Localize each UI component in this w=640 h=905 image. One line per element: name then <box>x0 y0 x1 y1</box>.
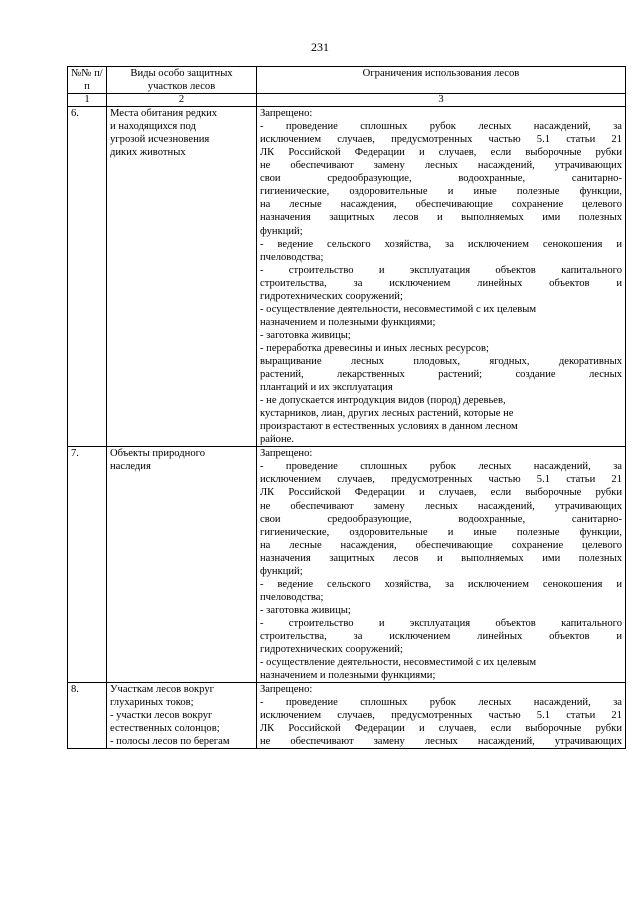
restriction-line: назначением и полезными функциями; <box>260 670 436 682</box>
restriction-line: пчеловодства; <box>260 591 324 603</box>
protected-area-kind <box>107 683 257 749</box>
kind-line: угрозой исчезновения <box>110 134 210 146</box>
restriction-line: выращивание лесных плодовых, ягодных, декоративных <box>260 355 622 367</box>
restriction-line: назначением и полезными функциями; <box>260 316 436 328</box>
restriction-line: - переработка древесины и иных лесных ресурсов; <box>260 342 489 354</box>
restriction-line: - ведение сельского хозяйства, за исключением сенокошения и <box>260 238 622 250</box>
restriction-line: Запрещено: <box>260 684 313 696</box>
restriction-line: гидротехнических сооружений; <box>260 290 403 302</box>
restriction-line: на лесные насаждения, обеспечивающие сохранение целевого <box>260 199 622 211</box>
restriction-line: свои средообразующие, водоохранные, санитарно- <box>260 513 622 525</box>
column-number: 3 <box>257 94 626 107</box>
restriction-line: строительства, за исключением линейных объектов и <box>260 630 622 642</box>
restriction-line: произрастают в естественных условиях в данном лесном <box>260 421 518 433</box>
kind-line: и находящихся под <box>110 121 196 133</box>
restriction-line: - проведение сплошных рубок лесных насаждений, за <box>260 697 622 709</box>
table-row <box>68 447 626 683</box>
row-number: 8. <box>68 683 107 749</box>
column-number: 1 <box>68 94 107 107</box>
usage-restrictions <box>257 107 626 447</box>
kind-line: - участки лесов вокруг <box>110 710 213 722</box>
restriction-line: исключением случаев, предусмотренных частью 5.1 статьи 21 <box>260 474 622 486</box>
restriction-line: растений, лекарственных растений; создание лесных <box>260 369 622 381</box>
table-row <box>68 107 626 447</box>
restriction-line: - осуществление деятельности, несовместимой с их целевым <box>260 303 537 315</box>
header-kind: Виды особо защитных участков лесов <box>107 67 257 94</box>
restriction-line: - ведение сельского хозяйства, за исключением сенокошения и <box>260 578 622 590</box>
restriction-line: не обеспечивают замену лесных насаждений, утрачивающих <box>260 500 622 512</box>
restriction-line: - строительство и эксплуатация объектов капитального <box>260 264 622 276</box>
restriction-line: гидротехнических сооружений; <box>260 644 403 656</box>
row-number: 7. <box>68 447 107 683</box>
header-restrictions: Ограничения использования лесов <box>257 67 626 94</box>
table-header-row <box>68 67 626 94</box>
restriction-line: Запрещено: <box>260 108 313 120</box>
restriction-line: пчеловодства; <box>260 251 324 263</box>
restriction-line: не обеспечивают замену лесных насаждений, утрачивающих <box>260 736 622 748</box>
restriction-line: - не допускается интродукция видов (пород) деревьев, <box>260 395 506 407</box>
protected-area-kind <box>107 107 257 447</box>
restriction-line: ЛК Российской Федерации и случаев, если выборочные рубки <box>260 487 622 499</box>
table-row <box>68 683 626 749</box>
restriction-line: - строительство и эксплуатация объектов капитального <box>260 617 622 629</box>
restriction-line: гигиенические, оздоровительные и иные полезные функции, <box>260 186 622 198</box>
usage-restrictions <box>257 447 626 683</box>
restriction-line: назначения защитных лесов и выполняемых ими полезных <box>260 552 622 564</box>
restriction-line: назначения защитных лесов и выполняемых ими полезных <box>260 212 622 224</box>
protected-area-kind <box>107 447 257 683</box>
column-number-row <box>68 94 626 107</box>
kind-line: - полосы лесов по берегам <box>110 736 230 748</box>
restriction-line: не обеспечивают замену лесных насаждений, утрачивающих <box>260 160 622 172</box>
kind-line: естественных солонцов; <box>110 723 220 735</box>
restriction-line: функций; <box>260 565 303 577</box>
restriction-line: Запрещено: <box>260 448 313 460</box>
row-number: 6. <box>68 107 107 447</box>
kind-line: Места обитания редких <box>110 108 218 120</box>
restriction-line: гигиенические, оздоровительные и иные полезные функции, <box>260 526 622 538</box>
restriction-line: ЛК Российской Федерации и случаев, если выборочные рубки <box>260 147 622 159</box>
kind-line: Объекты природного <box>110 448 206 460</box>
kind-line: Участкам лесов вокруг <box>110 684 214 696</box>
restriction-line: - проведение сплошных рубок лесных насаждений, за <box>260 461 622 473</box>
page-number: 231 <box>311 40 329 54</box>
forest-restrictions-table <box>67 66 626 749</box>
restriction-line: районе. <box>260 434 294 446</box>
restriction-line: - проведение сплошных рубок лесных насаждений, за <box>260 121 622 133</box>
restriction-line: ЛК Российской Федерации и случаев, если выборочные рубки <box>260 723 622 735</box>
kind-line: глухариных токов; <box>110 697 194 709</box>
restriction-line: исключением случаев, предусмотренных частью 5.1 статьи 21 <box>260 710 622 722</box>
column-number: 2 <box>107 94 257 107</box>
restriction-line: функций; <box>260 225 303 237</box>
restriction-line: плантаций и их эксплуатация <box>260 382 393 394</box>
restriction-line: исключением случаев, предусмотренных частью 5.1 статьи 21 <box>260 134 622 146</box>
restriction-line: свои средообразующие, водоохранные, санитарно- <box>260 173 622 185</box>
restriction-line: строительства, за исключением линейных объектов и <box>260 277 622 289</box>
restriction-line: кустарников, лиан, других лесных растений, которые не <box>260 408 514 420</box>
kind-line: диких животных <box>110 147 186 159</box>
header-number: №№ п/п <box>68 67 107 94</box>
restriction-line: - заготовка живицы; <box>260 329 351 341</box>
kind-line: наследия <box>110 461 151 473</box>
restriction-line: - заготовка живицы; <box>260 604 351 616</box>
usage-restrictions <box>257 683 626 749</box>
restriction-line: на лесные насаждения, обеспечивающие сохранение целевого <box>260 539 622 551</box>
restriction-line: - осуществление деятельности, несовместимой с их целевым <box>260 657 537 669</box>
